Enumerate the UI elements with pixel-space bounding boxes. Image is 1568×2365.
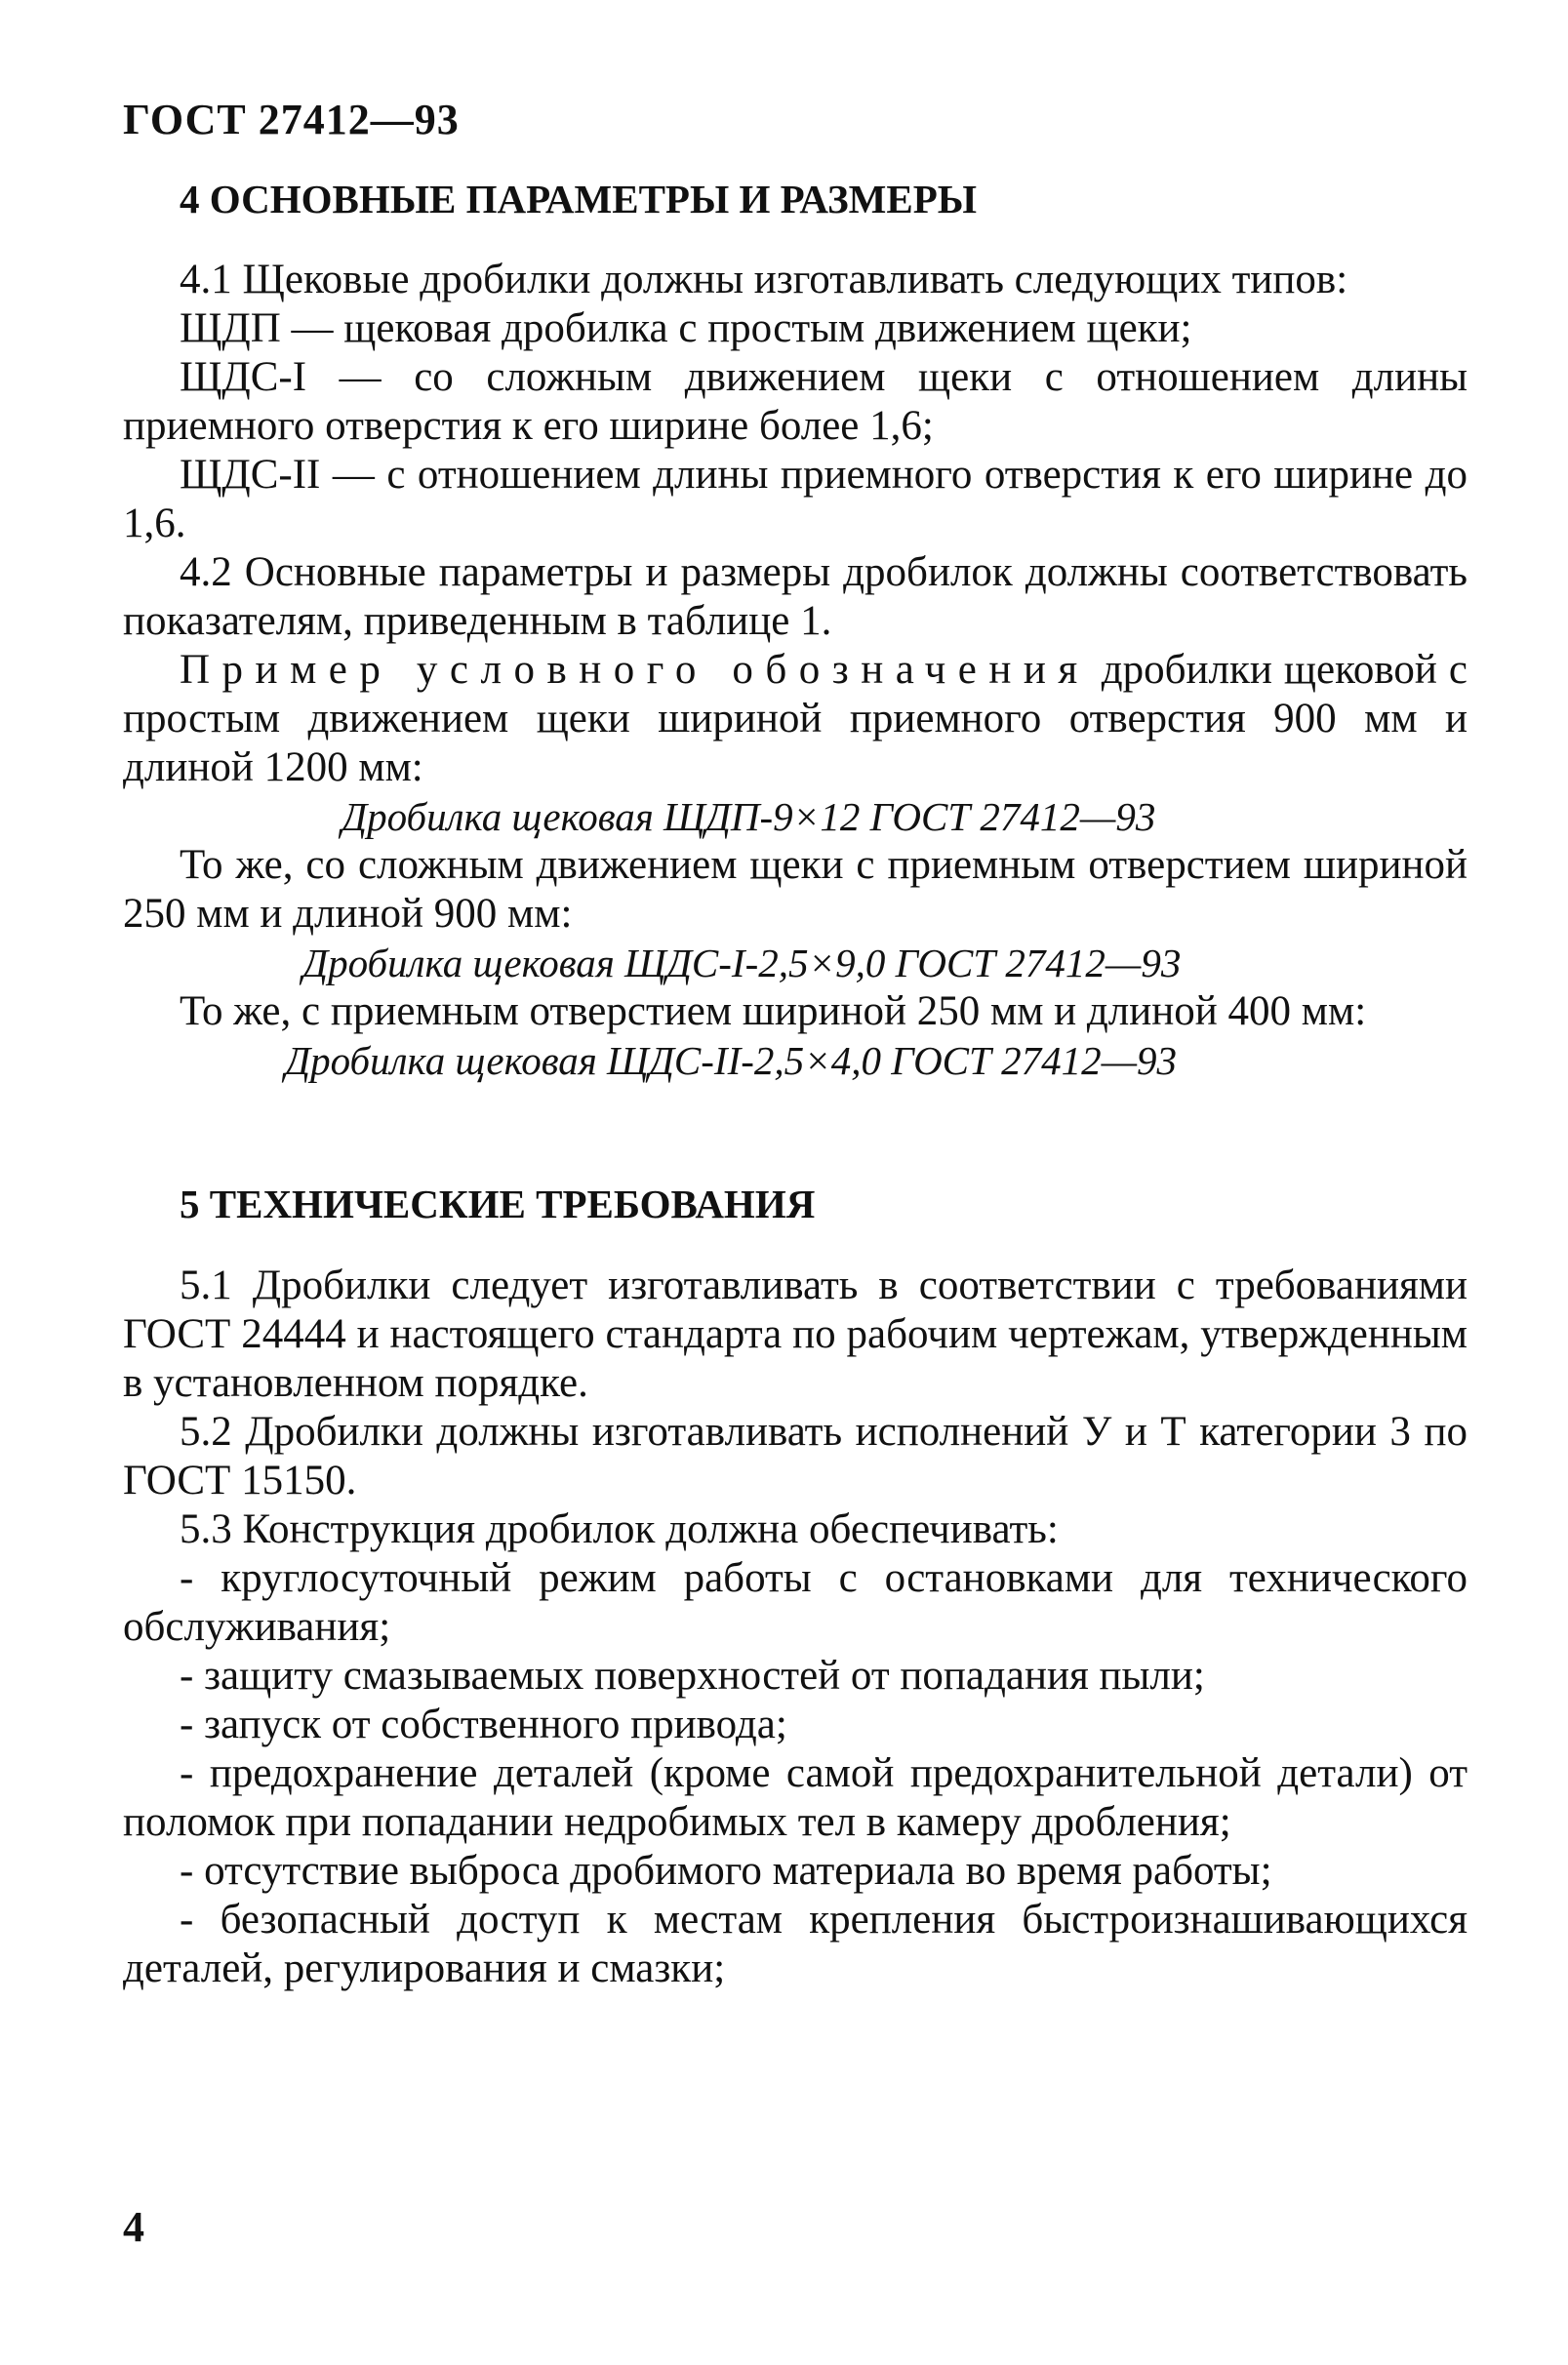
designation-example-1: Дробилка щековая ЩДП-9×12 ГОСТ 27412—93	[342, 794, 1156, 839]
paragraph-4-1: 4.1 Щековые дробилки должны изготавливать следующих типов:	[180, 257, 1348, 302]
section-5-title: 5 ТЕХНИЧЕСКИЕ ТРЕБОВАНИЯ	[180, 1182, 816, 1226]
paragraph-5-2: 5.2 Дробилки должны изготавливать исполнений У и Т категории 3 по ГОСТ 15150.	[123, 1409, 1467, 1503]
paragraph-shds-2: ЩДС-II — с отношением длины приемного отверстия к его ширине до 1,6.	[123, 452, 1467, 546]
paragraph-example	[123, 646, 1467, 792]
example-label: Пример условного обозначения	[180, 647, 1090, 693]
paragraph-5-1: 5.1 Дробилки следует изготавливать в соответствии с требованиями ГОСТ 24444 и настоящего стандарта по рабочим чертежам, утвержденным в установленном порядке.	[123, 1263, 1467, 1406]
document-header: ГОСТ 27412—93	[123, 96, 460, 143]
paragraph-shds-1: ЩДС-I — со сложным движением щеки с отношением длины приемного отверстия к его ширине более 1,6;	[123, 354, 1467, 449]
list-item: - круглосуточный режим работы с остановками для технического обслуживания;	[123, 1555, 1467, 1650]
list-item: - защиту смазываемых поверхностей от попадания пыли;	[180, 1653, 1205, 1699]
list-item: - предохранение деталей (кроме самой предохранительной детали) от поломок при попадании недробимых тел в камеру дробления;	[123, 1750, 1467, 1845]
paragraph-5-3: 5.3 Конструкция дробилок должна обеспечивать:	[180, 1506, 1059, 1552]
section-5-body	[123, 1262, 1467, 1993]
paragraph-shdp: ЩДП — щековая дробилка с простым движением щеки;	[180, 305, 1192, 351]
paragraph-4-2: 4.2 Основные параметры и размеры дробилок должны соответствовать показателям, приведенным в таблице 1.	[123, 549, 1467, 644]
page-number: 4	[123, 2203, 144, 2251]
section-4-title: 4 ОСНОВНЫЕ ПАРАМЕТРЫ И РАЗМЕРЫ	[180, 177, 977, 221]
list-item: - отсутствие выброса дробимого материала во время работы;	[180, 1848, 1272, 1894]
list-item: - безопасный доступ к местам крепления быстроизнашивающихся деталей, регулирования и смазки;	[123, 1897, 1467, 1991]
designation-example-3: Дробилка щековая ЩДС-II-2,5×4,0 ГОСТ 27412—93	[285, 1038, 1178, 1083]
example-text: дробилки щековой с простым движением щеки шириной приемного отверстия 900 мм и длиной 1200 мм:	[123, 647, 1467, 790]
paragraph-same-2: То же, с приемным отверстием шириной 250 мм и длиной 400 мм:	[180, 988, 1367, 1034]
paragraph-same-1: То же, со сложным движением щеки с приемным отверстием шириной 250 мм и длиной 900 мм:	[123, 842, 1467, 937]
list-item: - запуск от собственного привода;	[180, 1702, 787, 1747]
designation-example-2: Дробилка щековая ЩДС-I-2,5×9,0 ГОСТ 27412—93	[302, 941, 1182, 985]
section-4-body	[123, 256, 1467, 1085]
